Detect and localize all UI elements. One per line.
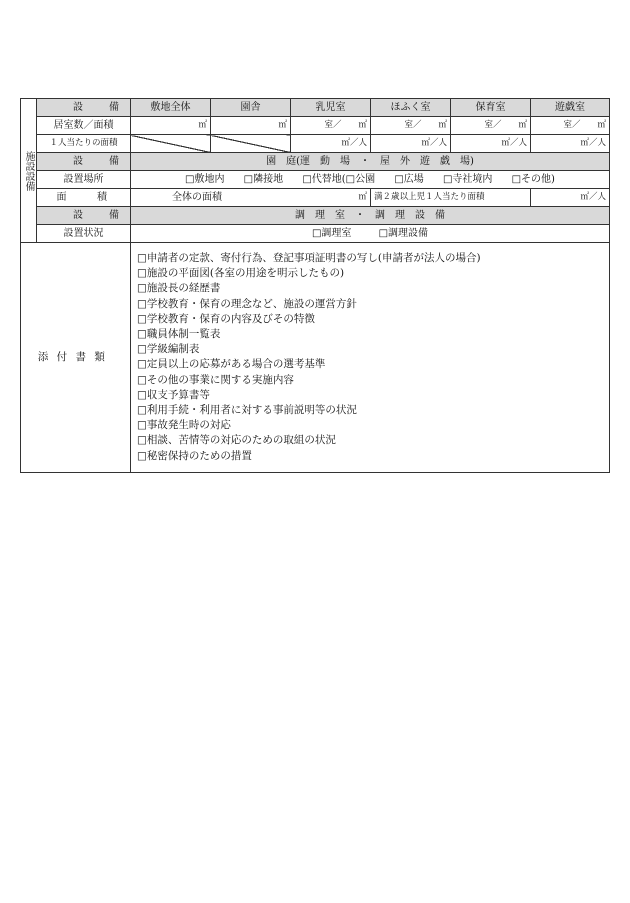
playroom-per-person-field[interactable]: ㎡／人	[531, 135, 610, 153]
attachment-item[interactable]: □施設の平面図(各室の用途を明示したもの)	[137, 267, 345, 280]
option-other[interactable]: □その他)	[511, 174, 555, 185]
total-area-label: 全体の面積	[172, 192, 222, 203]
kitchen-title: 調 理 室 ・ 調 理 設 備	[131, 207, 610, 225]
total-area-unit: ㎡	[358, 192, 367, 202]
garden-area-row	[21, 189, 610, 207]
garden-header-label: 設 備	[37, 153, 131, 171]
garden-title: 園 庭(運 動 場 ・ 屋 外 遊 戯 場)	[131, 153, 610, 171]
attachment-item[interactable]: □利用手続・利用者に対する事前説明等の状況	[137, 404, 357, 417]
attachment-item[interactable]: □定員以上の応募がある場合の選考基準	[137, 358, 326, 371]
attachment-item[interactable]: □施設長の経歴書	[137, 282, 221, 295]
per-person-area-row	[21, 135, 610, 153]
per-child-area-label: 満２歳以上児１人当たり面積	[371, 189, 531, 207]
attachment-item[interactable]: □相談、苦情等の対応のための取組の状況	[137, 434, 336, 447]
attachment-item[interactable]: □その他の事業に関する実施内容	[137, 373, 294, 386]
option-kitchen-equipment[interactable]: □調理設備	[378, 228, 429, 239]
col-header-building: 園舎	[211, 99, 291, 117]
building-area-field[interactable]: ㎡	[211, 117, 291, 135]
option-on-site[interactable]: □敷地内	[185, 174, 225, 185]
attachments-label: 添付書類	[21, 243, 131, 473]
attachment-item[interactable]: □学校教育・保育の内容及びその特徴	[137, 312, 315, 325]
attachment-item[interactable]: □職員体制一覧表	[137, 328, 221, 341]
option-plaza[interactable]: □広場	[394, 174, 424, 185]
attachments-list	[131, 243, 610, 473]
attachment-item[interactable]: □学校教育・保育の理念など、施設の運営方針	[137, 297, 357, 310]
garden-area-label: 面 積	[37, 189, 131, 207]
per-person-area-label: １人当たりの面積	[37, 135, 131, 153]
option-adjacent[interactable]: □隣接地	[243, 174, 284, 185]
room-header-label: 設 備	[37, 99, 131, 117]
garden-location-options	[131, 171, 610, 189]
kitchen-status-label: 設置状況	[37, 225, 131, 243]
garden-location-row	[21, 171, 610, 189]
col-header-crawling-room: ほふく室	[371, 99, 451, 117]
room-count-area-label: 居室数／面積	[37, 117, 131, 135]
crawling-room-per-person-field[interactable]: ㎡／人	[371, 135, 451, 153]
attachment-item[interactable]: □秘密保持のための措置	[137, 449, 252, 462]
facility-form-table	[20, 98, 610, 473]
attachments-row	[21, 243, 610, 473]
kitchen-header-row	[21, 207, 610, 225]
attachment-item[interactable]: □学級編制表	[137, 343, 200, 356]
site-area-field[interactable]: ㎡	[131, 117, 211, 135]
attachment-item[interactable]: □収支予算書等	[137, 388, 210, 401]
infant-room-per-person-field[interactable]: ㎡／人	[291, 135, 371, 153]
garden-total-area-field[interactable]	[131, 189, 371, 207]
per-child-area-field[interactable]: ㎡／人	[531, 189, 610, 207]
section-label-facility: 施設設備	[21, 99, 37, 243]
option-temple-grounds[interactable]: □寺社境内	[442, 174, 493, 185]
kitchen-header-label: 設 備	[37, 207, 131, 225]
diagonal-cell-site	[131, 135, 211, 153]
attachment-item[interactable]: □申請者の定款、寄付行為、登記事項証明書の写し(申請者が法人の場合)	[137, 252, 481, 264]
option-alternative-park[interactable]: □代替地(□公園	[302, 174, 376, 185]
col-header-infant-room: 乳児室	[291, 99, 371, 117]
crawling-room-area-field[interactable]: 室／ ㎡	[371, 117, 451, 135]
kitchen-status-row	[21, 225, 610, 243]
diagonal-cell-building	[211, 135, 291, 153]
garden-header-row	[21, 153, 610, 171]
kitchen-status-options	[131, 225, 610, 243]
col-header-playroom: 遊戯室	[531, 99, 610, 117]
col-header-nursery-room: 保育室	[451, 99, 531, 117]
nursery-room-area-field[interactable]: 室／ ㎡	[451, 117, 531, 135]
option-kitchen-room[interactable]: □調理室	[311, 228, 352, 239]
infant-room-area-field[interactable]: 室／ ㎡	[291, 117, 371, 135]
col-header-site: 敷地全体	[131, 99, 211, 117]
nursery-room-per-person-field[interactable]: ㎡／人	[451, 135, 531, 153]
room-header-row	[21, 99, 610, 117]
room-count-area-row	[21, 117, 610, 135]
garden-location-label: 設置場所	[37, 171, 131, 189]
playroom-area-field[interactable]: 室／ ㎡	[531, 117, 610, 135]
attachment-item[interactable]: □事故発生時の対応	[137, 419, 231, 432]
